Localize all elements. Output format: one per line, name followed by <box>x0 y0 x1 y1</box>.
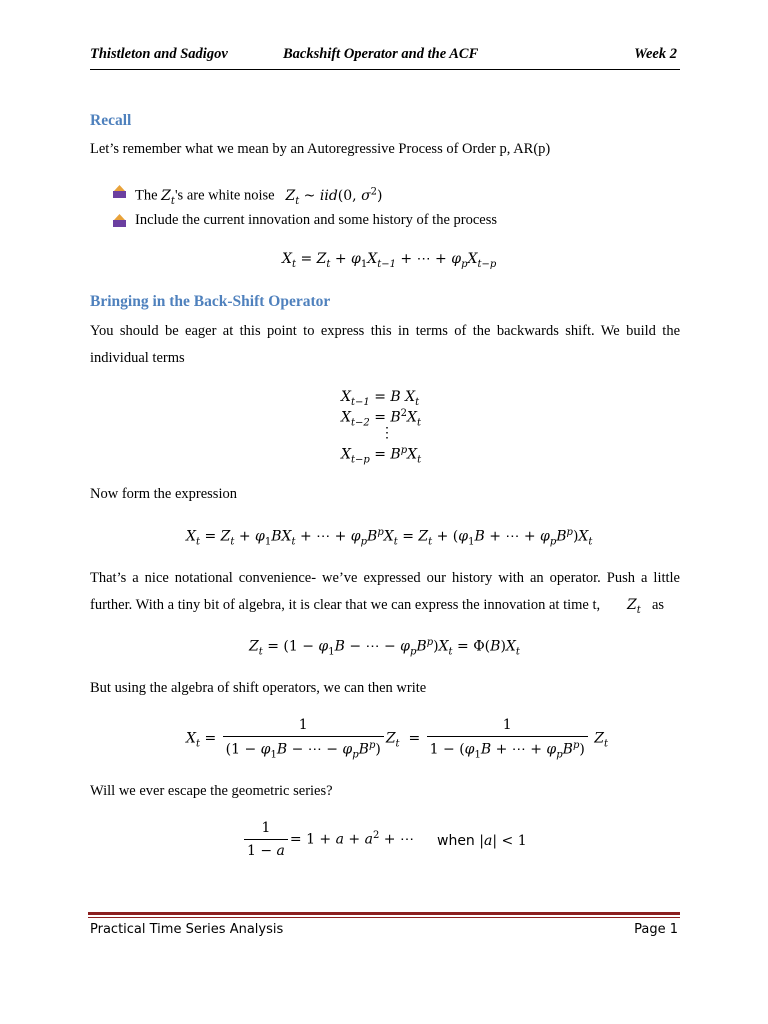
bullet-1: The $Z_t's$ are white noise $Z_t$ ~ iid(0, $\sigma^2$) <box>135 186 383 207</box>
backshift-para-5: Will we ever escape the geometric series? <box>90 783 333 799</box>
footer-rule-thin <box>88 917 680 918</box>
backshift-para-4: But using the algebra of shift operators, we can then write <box>90 680 427 696</box>
bullet-1-math: $Z_t$ ~ iid(0, $\sigma^2$) <box>285 186 383 207</box>
footer-course: Practical Time Series Analysis <box>90 922 284 937</box>
backshift-para-3b: as <box>652 597 665 613</box>
backshift-heading: Bringing in the Back-Shift Operator <box>90 293 331 310</box>
header-rule <box>90 69 680 70</box>
backshift-para-3a: That’s a nice notational convenience- we’ve expressed our history with an operator. Push a little further. With a tiny bit of algebra, it is clear that we can express the innovation at time t, <box>90 570 680 613</box>
equation-geometric-condition: when |a| < 1 <box>437 833 527 849</box>
footer-rule <box>88 912 680 915</box>
equation-term-p: $X_{t-p} = B^pX_t$ <box>341 445 422 466</box>
equation-innovation: $Z_t = (1 - \varphi_1B$ − ⋯ − $\varphi_pB^p)X_t = \Phi(B)X_t$ <box>249 637 520 658</box>
bullet-arrow-icon <box>113 185 126 198</box>
bullet-2-text: Include the current innovation and some history of the process <box>135 212 497 228</box>
equation-term-1: $X_{t-1} = B$ $X_t$ <box>341 389 420 408</box>
header-authors: Thistleton and Sadigov <box>90 46 228 62</box>
equation-geometric-series: $\frac{1}{1 - a}$ = $1 + a + a^2$ + ⋯ <box>242 820 414 859</box>
backshift-para-1: You should be eager at this point to express this in terms of the backwards shift. We build the individual terms <box>90 323 680 366</box>
recall-heading: Recall <box>90 112 132 129</box>
backshift-para-2: Now form the expression <box>90 486 237 502</box>
equation-ellipsis: ⋮ <box>380 425 394 441</box>
equation-term-2: $X_{t-2} = B^2X_t$ <box>341 408 422 429</box>
header-week: Week 2 <box>634 46 677 62</box>
equation-expression: $X_t = Z_t + \varphi_1BX_t$ + ⋯ + $\varphi_pB^pX_t = Z_t + (\varphi_1B$ + ⋯ + $\varphi_pB^p)X_t$ <box>186 527 593 548</box>
equation-inverse: $X_t$ = $\frac{1}{(1 - \varphi_1B - \cdots - \varphi_pB^p)}$ $Z_t$ = $\frac{1}{1 - (\varphi_1B + \cdots + \varphi_pB^p)}$ $Z_t$ <box>186 717 609 761</box>
equation-ar-process: $X_t = Z_t + \varphi_1X_{t-1}$ + ⋯ + $\varphi_pX_{t-p}$ <box>282 251 497 270</box>
footer-page: Page 1 <box>634 922 678 937</box>
header-title: Backshift Operator and the ACF <box>283 46 479 62</box>
bullet-arrow-icon <box>113 214 126 227</box>
backshift-para-3-math: $Z_t$ <box>627 597 641 616</box>
recall-intro: Let’s remember what we mean by an Autoregressive Process of Order p, AR(p) <box>90 141 551 157</box>
